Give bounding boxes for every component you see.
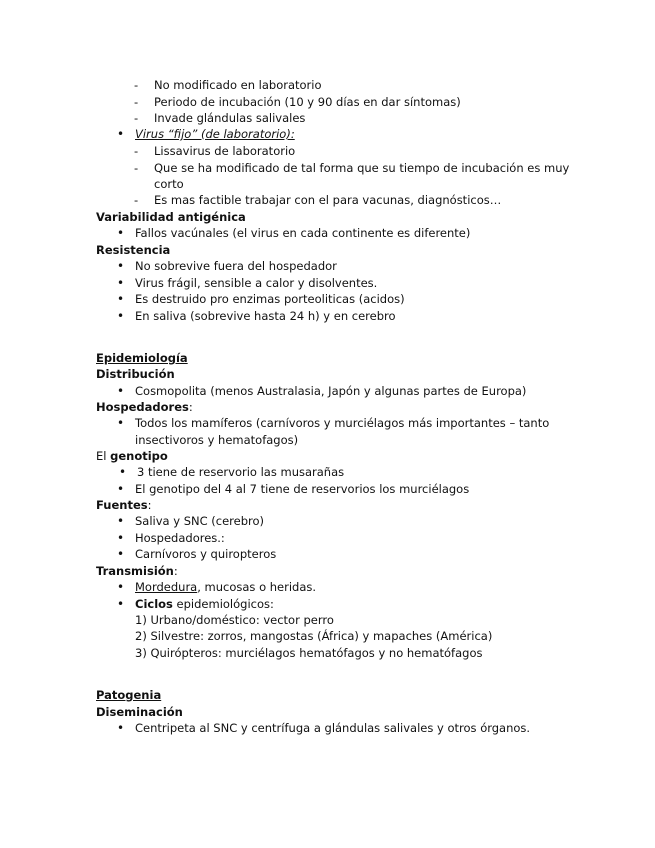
list-item: • Fallos vacúnales (el virus en cada continente es diferente) — [135, 225, 635, 241]
subheading-fuentes: Fuentes — [96, 498, 148, 512]
virus-fijo-item: • Virus “fijo” (de laboratorio): — [135, 126, 635, 142]
subheading-genotipo: genotipo — [110, 449, 168, 463]
ciclos-rest: epidemiológicos: — [172, 597, 274, 611]
transmision-line — [96, 563, 635, 579]
list-item: • Carnívoros y quiropteros — [135, 546, 635, 562]
list-item: - Que se ha modificado de tal forma que su tiempo de incubación es muy — [154, 160, 635, 176]
list-item: - Invade glándulas salivales — [154, 110, 635, 126]
section-title-epidemiologia: Epidemiología — [96, 351, 188, 365]
subheading-diseminacion: Diseminación — [96, 705, 183, 719]
transmision-rest: , mucosas o heridas. — [197, 580, 317, 594]
list-item: - Lissavirus de laboratorio — [154, 143, 635, 159]
section-heading-variabilidad: Variabilidad antigénica — [96, 210, 246, 224]
genotipo-line — [96, 448, 635, 464]
ciclo-item: 1) Urbano/doméstico: vector perro — [135, 613, 334, 627]
colon: : — [173, 564, 178, 578]
ciclos-word: Ciclos — [135, 597, 173, 611]
list-item: • Saliva y SNC (cerebro) — [135, 513, 635, 529]
list-item: • Es destruido pro enzimas porteoliticas (acidos) — [135, 291, 635, 307]
list-item: • 3 tiene de reservorio las musarañas — [137, 464, 635, 480]
list-item-continuation: corto — [154, 177, 184, 191]
list-item — [135, 596, 635, 612]
list-item: - Es mas factible trabajar con el para vacunas, diagnósticos… — [154, 192, 635, 208]
mordedura-word: Mordedura — [135, 580, 198, 594]
ciclo-item: 3) Quirópteros: murciélagos hematófagos y no hematófagos — [135, 646, 483, 660]
subheading-distribucion: Distribución — [96, 367, 175, 381]
list-item: • En saliva (sobrevive hasta 24 h) y en cerebro — [135, 308, 635, 324]
list-item: - No modificado en laboratorio — [154, 77, 635, 93]
ciclo-item: 2) Silvestre: zorros, mangostas (África) y mapaches (América) — [135, 629, 493, 643]
list-item-continuation: insectivoros y hematofagos) — [135, 433, 299, 447]
list-item: - Periodo de incubación (10 y 90 días en dar síntomas) — [154, 94, 635, 110]
list-item: • No sobrevive fuera del hospedador — [135, 258, 635, 274]
list-item: • Todos los mamíferos (carnívoros y murciélagos más importantes – tanto — [135, 415, 635, 431]
section-title-patogenia: Patogenia — [96, 688, 162, 702]
section-heading-resistencia: Resistencia — [96, 243, 171, 257]
colon: : — [188, 400, 193, 414]
list-item — [135, 579, 635, 595]
subheading-transmision: Transmisión — [96, 564, 174, 578]
list-item: • Virus frágil, sensible a calor y disolventes. — [135, 275, 635, 291]
colon: : — [147, 498, 152, 512]
list-item: • El genotipo del 4 al 7 tiene de reservorios los murciélagos — [135, 481, 635, 497]
list-item: • Cosmopolita (menos Australasia, Japón y algunas partes de Europa) — [135, 383, 635, 399]
fuentes-line — [96, 497, 635, 513]
hospedadores-line — [96, 399, 635, 415]
genotipo-prefix: El — [96, 449, 111, 463]
subheading-hospedadores: Hospedadores — [96, 400, 189, 414]
list-item: • Centripeta al SNC y centrífuga a glándulas salivales y otros órganos. — [135, 720, 635, 736]
list-item: • Hospedadores.: — [135, 530, 635, 546]
